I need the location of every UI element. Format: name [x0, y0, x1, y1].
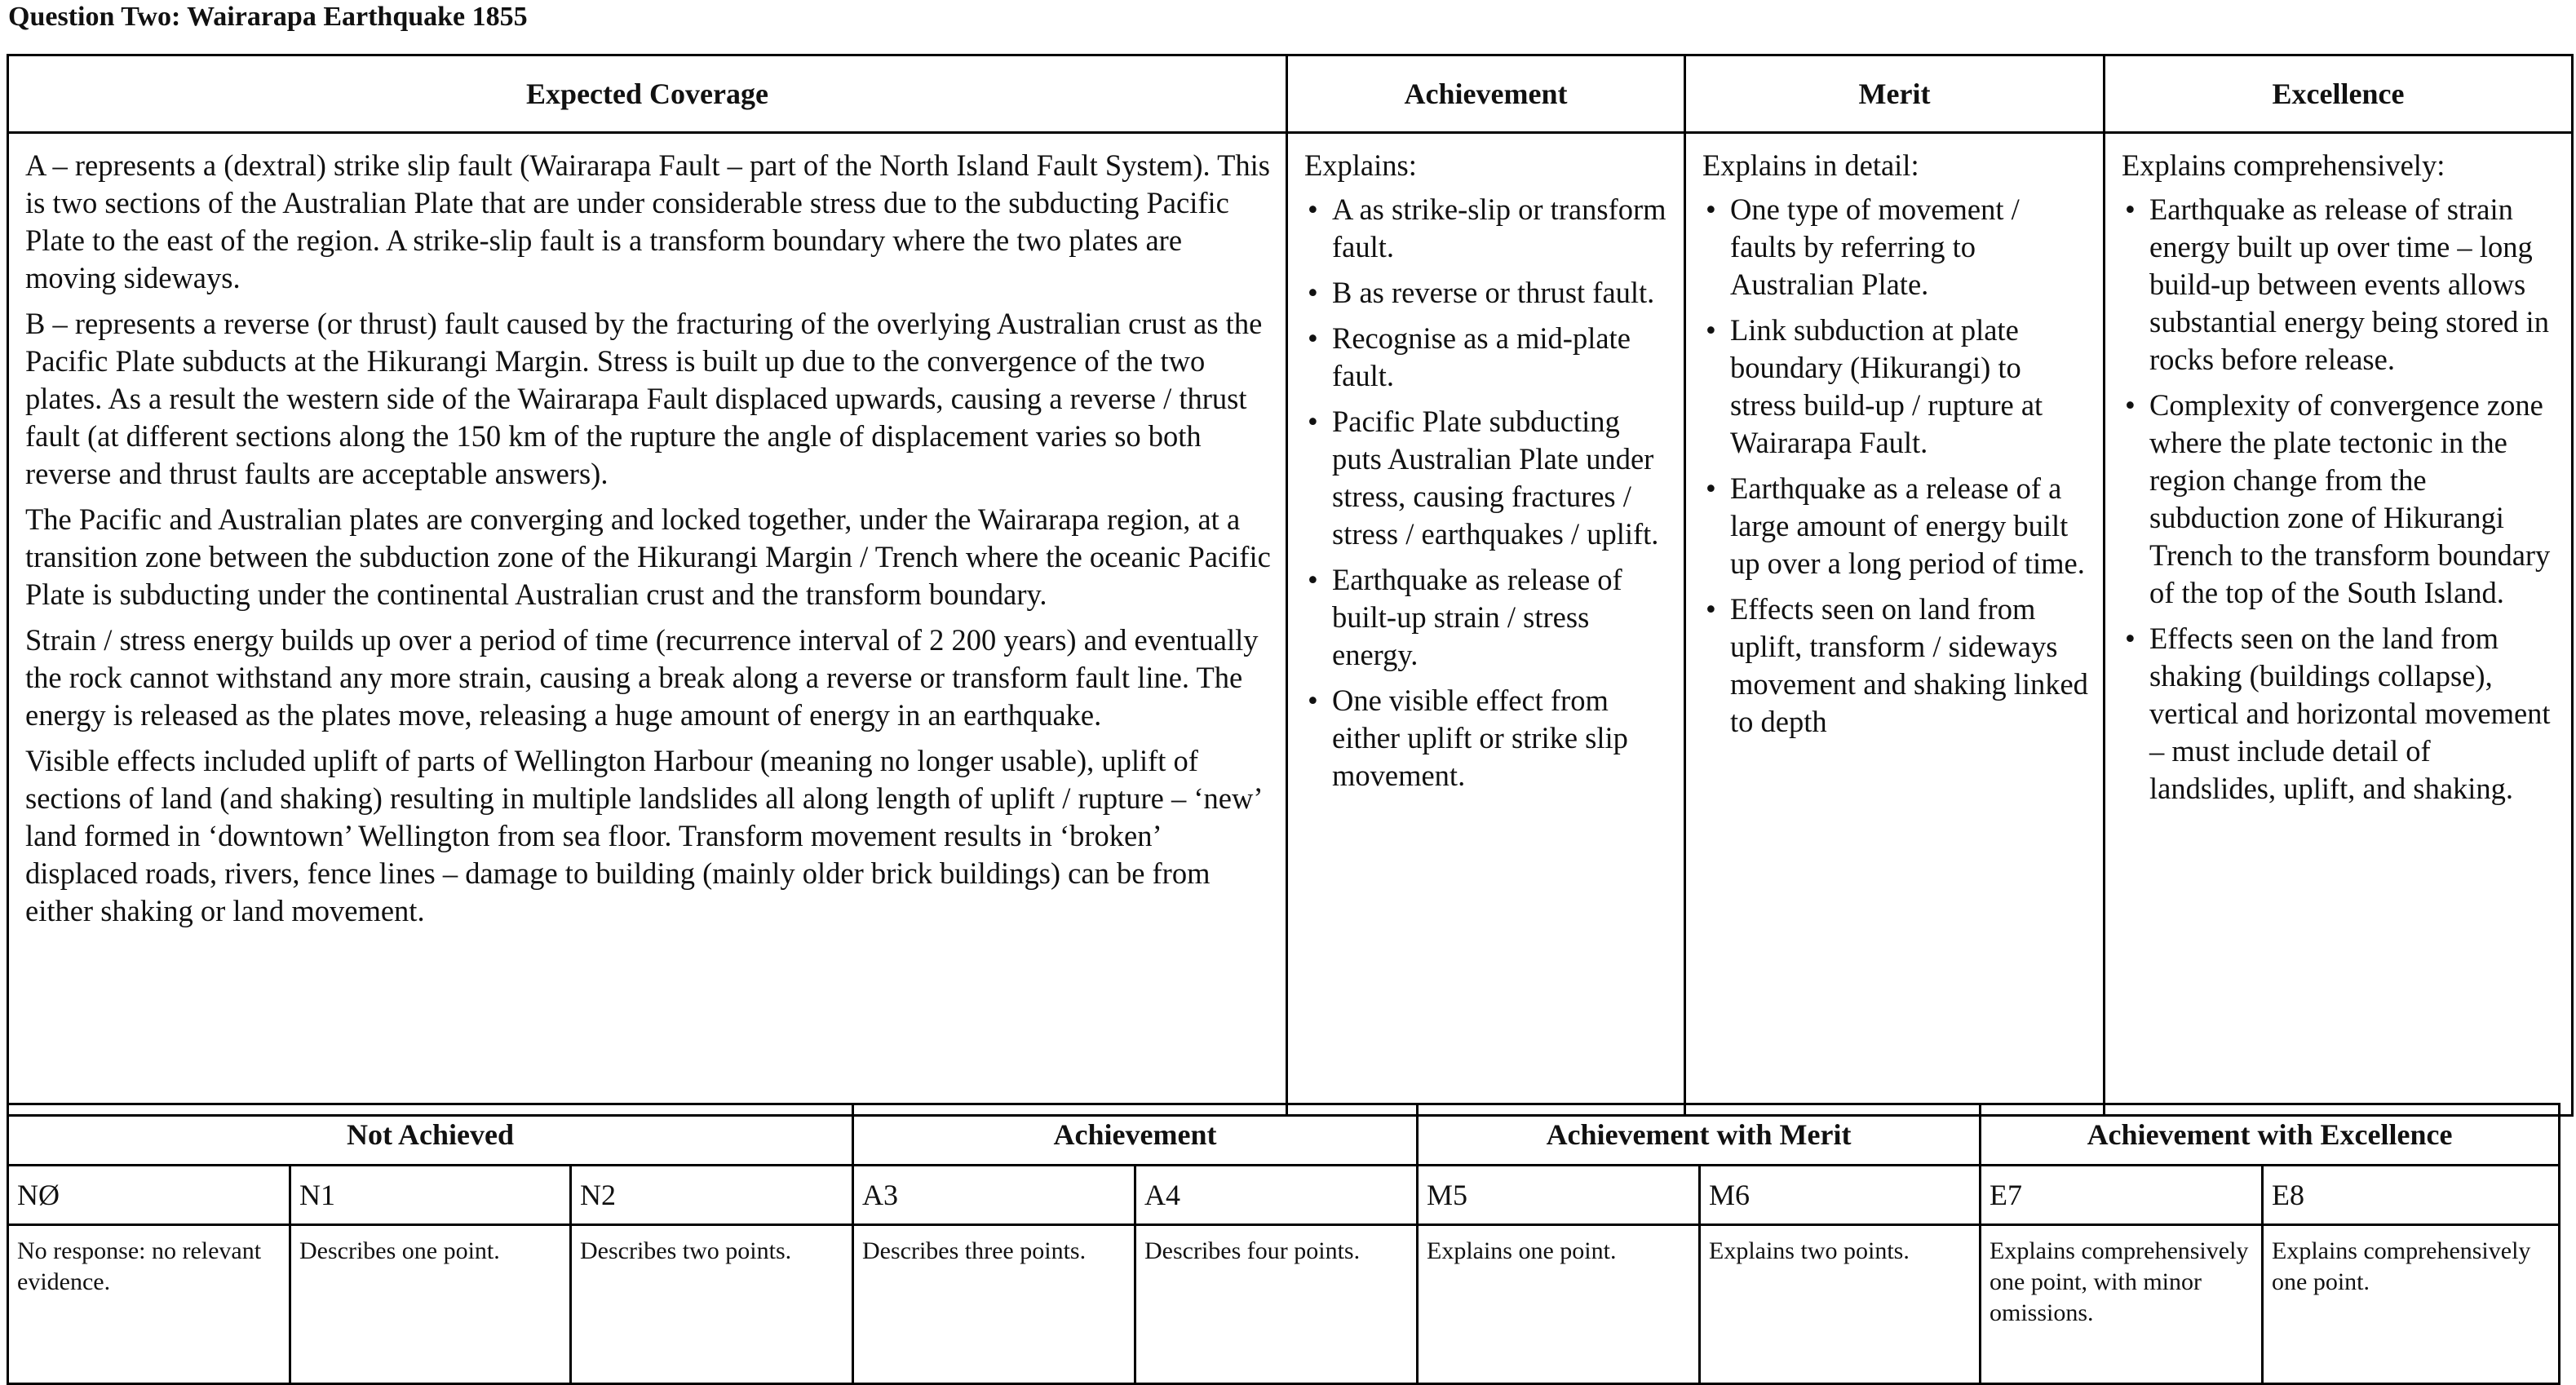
merit-lead: Explains in detail: — [1702, 148, 1919, 182]
bullet-icon: • — [1308, 684, 1318, 717]
grade-code: N1 — [290, 1166, 571, 1225]
bullet-icon: • — [2125, 192, 2136, 226]
grade-description: Explains comprehensively one point, with minor omissions. — [1981, 1225, 2263, 1384]
excellence-lead: Explains comprehensively: — [2122, 148, 2445, 182]
grade-code: A4 — [1135, 1166, 1418, 1225]
bullet-icon: • — [1308, 405, 1318, 438]
grade-description: Explains one point. — [1418, 1225, 1700, 1384]
list-item — [1702, 591, 2090, 741]
criterion-text: Earthquake as a release of a large amount of energy built up over a long period of time. — [1730, 471, 2085, 580]
header-expected-coverage: Expected Coverage — [8, 55, 1287, 133]
achievement-criteria-list — [1304, 191, 1671, 794]
grade-description: Explains two points. — [1700, 1225, 1981, 1384]
criterion-text: Link subduction at plate boundary (Hikurangi) to stress build-up / rupture at Wairarapa Fault. — [1730, 313, 2043, 459]
header-excellence: Excellence — [2105, 55, 2573, 133]
grade-code-row — [8, 1166, 2560, 1225]
criterion-text: Earthquake as release of strain energy built up over time – long build-up between events allows substantial energy being stored in rocks before release. — [2149, 192, 2549, 376]
content-row — [8, 133, 2573, 1116]
bullet-icon: • — [2125, 388, 2136, 422]
page-title: Question Two: Wairarapa Earthquake 1855 — [8, 2, 528, 32]
bullet-icon: • — [1706, 471, 1716, 505]
coverage-paragraph-strain: Strain / stress energy builds up over a period of time (recurrence interval of 2 200 years) and eventually the rock cannot withstand any more strain, causing a break along a reverse or transform fault line. The energy is released as the plates move, releasing a huge amount of energy in an earthquake. — [25, 623, 1259, 732]
excellence-criteria-list — [2122, 191, 2558, 808]
grade-description: Describes four points. — [1135, 1225, 1418, 1384]
header-row — [8, 55, 2573, 133]
list-item — [2122, 620, 2558, 808]
bullet-icon: • — [1308, 276, 1318, 309]
coverage-paragraph-b: B – represents a reverse (or thrust) fault caused by the fracturing of the overlying Australian crust as the Pacific Plate subducts at the Hikurangi Margin. Stress is built up due to the convergence of the two plates. As a result the western side of the Wairarapa Fault displaced upwards, causing a reverse / thrust fault (at different sections along the 150 km of the rupture the angle of displacement varies so both reverse and thrust faults are acceptable answers). — [25, 307, 1263, 490]
grade-band-row — [8, 1104, 2560, 1166]
coverage-paragraph-effects: Visible effects included uplift of parts of Wellington Harbour (meaning no longer usable), uplift of sections of land (and shaking) resulting in multiple landslides all along length of uplift / rupture – ‘new’ land formed in ‘downtown’ Wellington from sea floor. Transform movement results in ‘broken’ displaced roads, rivers, fence lines – damage to building (mainly older brick buildings) can be from either shaking or land movement. — [25, 744, 1261, 927]
criterion-text: Effects seen on the land from shaking (buildings collapse), vertical and horizontal movement – must include detail of landslides, uplift, and shaking. — [2149, 622, 2551, 805]
grade-code: A3 — [853, 1166, 1135, 1225]
merit-cell — [1685, 133, 2105, 1116]
grade-code: M5 — [1418, 1166, 1700, 1225]
bullet-icon: • — [1308, 563, 1318, 596]
grade-description: Describes one point. — [290, 1225, 571, 1384]
band-achievement: Achievement — [853, 1104, 1418, 1166]
bullet-icon: • — [1308, 192, 1318, 226]
bullet-icon: • — [1706, 592, 1716, 626]
criterion-text: Pacific Plate subducting puts Australian Plate under stress, causing fractures / stress / earthquakes / uplift. — [1332, 405, 1659, 551]
marking-schedule-table — [7, 54, 2574, 1117]
grade-description: Explains comprehensively one point. — [2263, 1225, 2560, 1384]
criterion-text: B as reverse or thrust fault. — [1332, 276, 1655, 309]
grade-score-table — [7, 1103, 2561, 1385]
grade-code: M6 — [1700, 1166, 1981, 1225]
grade-description: Describes two points. — [571, 1225, 853, 1384]
coverage-paragraph-a: A – represents a (dextral) strike slip fault (Wairarapa Fault – part of the North Island Fault System). This is two sections of the Australian Plate that are under considerable stress due to the subducting Pacific Plate to the east of the region. A strike-slip fault is a transform boundary where the two plates are moving sideways. — [25, 148, 1270, 294]
list-item — [1304, 561, 1671, 674]
band-excellence: Achievement with Excellence — [1981, 1104, 2560, 1166]
list-item — [1304, 320, 1671, 395]
bullet-icon: • — [2125, 622, 2136, 655]
bullet-icon: • — [1706, 313, 1716, 347]
band-merit: Achievement with Merit — [1418, 1104, 1981, 1166]
list-item — [1304, 191, 1671, 266]
criterion-text: Complexity of convergence zone where the plate tectonic in the region change from the subduction zone of Hikurangi Trench to the transform boundary of the top of the South Island. — [2149, 388, 2551, 609]
grade-description: No response: no relevant evidence. — [8, 1225, 290, 1384]
list-item — [2122, 387, 2558, 612]
criterion-text: One visible effect from either uplift or strike slip movement. — [1332, 684, 1628, 792]
merit-criteria-list — [1702, 191, 2090, 741]
criterion-text: Recognise as a mid-plate fault. — [1332, 321, 1631, 392]
grade-code: NØ — [8, 1166, 290, 1225]
bullet-icon: • — [1308, 321, 1318, 355]
criterion-text: Earthquake as release of built-up strain / stress energy. — [1332, 563, 1622, 671]
grade-code: N2 — [571, 1166, 853, 1225]
expected-coverage-cell — [8, 133, 1287, 1116]
grade-code: E8 — [2263, 1166, 2560, 1225]
list-item — [1702, 312, 2090, 462]
achievement-lead: Explains: — [1304, 148, 1417, 182]
list-item — [1702, 191, 2090, 303]
grade-description: Describes three points. — [853, 1225, 1135, 1384]
coverage-paragraph-plates: The Pacific and Australian plates are converging and locked together, under the Wairarapa region, at a transition zone between the subduction zone of the Hikurangi Margin / Trench where the oceanic Pacific Plate is subducting under the continental Australian crust and the transform boundary. — [25, 502, 1271, 611]
excellence-cell — [2105, 133, 2573, 1116]
grade-code: E7 — [1981, 1166, 2263, 1225]
list-item — [1304, 682, 1671, 794]
list-item — [1702, 470, 2090, 582]
criterion-text: One type of movement / faults by referring to Australian Plate. — [1730, 192, 2020, 301]
list-item — [1304, 274, 1671, 312]
header-merit: Merit — [1685, 55, 2105, 133]
grade-description-row — [8, 1225, 2560, 1384]
criterion-text: A as strike-slip or transform fault. — [1332, 192, 1666, 263]
band-not-achieved: Not Achieved — [8, 1104, 853, 1166]
achievement-cell — [1287, 133, 1685, 1116]
list-item — [2122, 191, 2558, 378]
bullet-icon: • — [1706, 192, 1716, 226]
header-achievement: Achievement — [1287, 55, 1685, 133]
list-item — [1304, 403, 1671, 553]
criterion-text: Effects seen on land from uplift, transform / sideways movement and shaking linked to depth — [1730, 592, 2088, 738]
